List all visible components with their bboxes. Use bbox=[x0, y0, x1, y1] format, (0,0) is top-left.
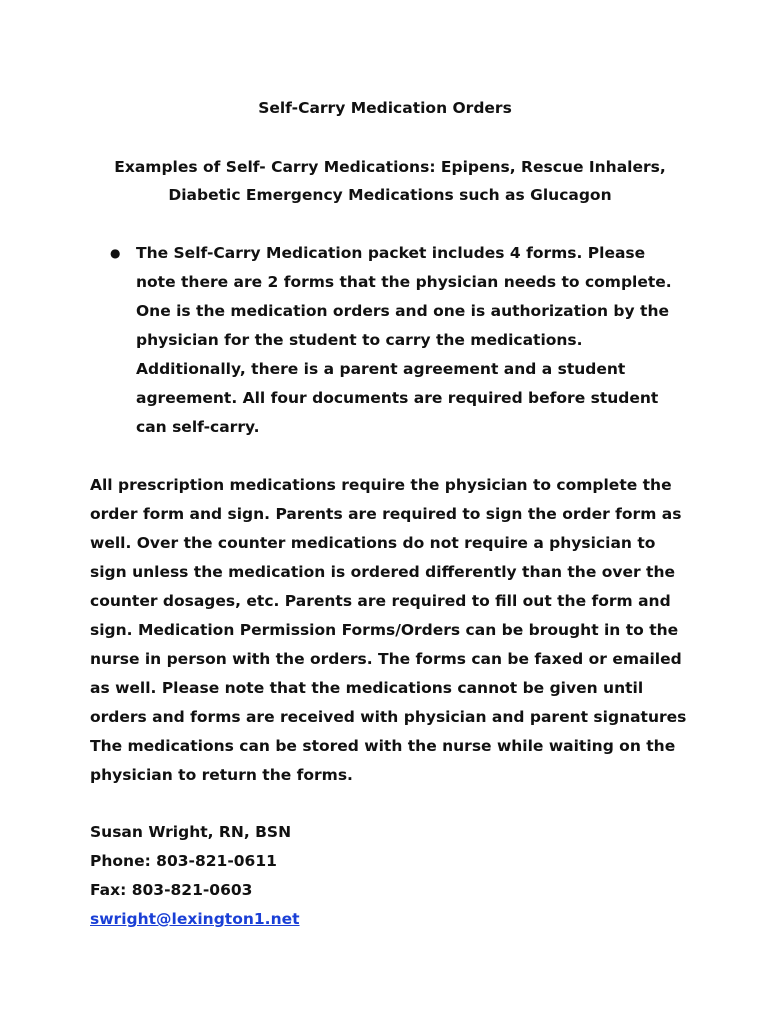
contact-block bbox=[90, 818, 690, 934]
bullet-text: The Self-Carry Medication packet includes 4 forms. Please note there are 2 forms that the physician needs to complete. One is the medication orders and one is authorization by the physician for the student to carry the medications. Additionally, there is a parent agreement and a student agreement. All four documents are required before student can self-carry. bbox=[136, 244, 672, 436]
bullet-icon: ● bbox=[110, 246, 121, 260]
contact-name: Susan Wright, RN, BSN bbox=[90, 823, 292, 841]
page-title: Self-Carry Medication Orders bbox=[258, 99, 512, 117]
bullet-list bbox=[90, 239, 690, 442]
email-link[interactable]: swright@lexington1.net bbox=[90, 910, 300, 928]
examples-line-1: Examples of Self- Carry Medications: Epipens, Rescue Inhalers, bbox=[114, 158, 666, 176]
examples-line-2: Diabetic Emergency Medications such as Glucagon bbox=[168, 186, 612, 204]
contact-phone: Phone: 803-821-0611 bbox=[90, 852, 277, 870]
list-item bbox=[90, 239, 690, 442]
contact-fax: Fax: 803-821-0603 bbox=[90, 881, 253, 899]
examples-heading bbox=[90, 153, 690, 209]
body-paragraph: All prescription medications require the physician to complete the order form and sign. Parents are required to sign the order form as well. Over the counter medications do not require a physician to sign unless the medication is ordered differently than the over the counter dosages, etc. Parents are required to fill out the form and sign. Medication Permission Forms/Orders can be brought in to the nurse in person with the orders. The forms can be faxed or emailed as well. Please note that the medications cannot be given until orders and forms are received with physician and parent signatures The medications can be stored with the nurse while waiting on the physician to return the forms. bbox=[90, 476, 687, 784]
